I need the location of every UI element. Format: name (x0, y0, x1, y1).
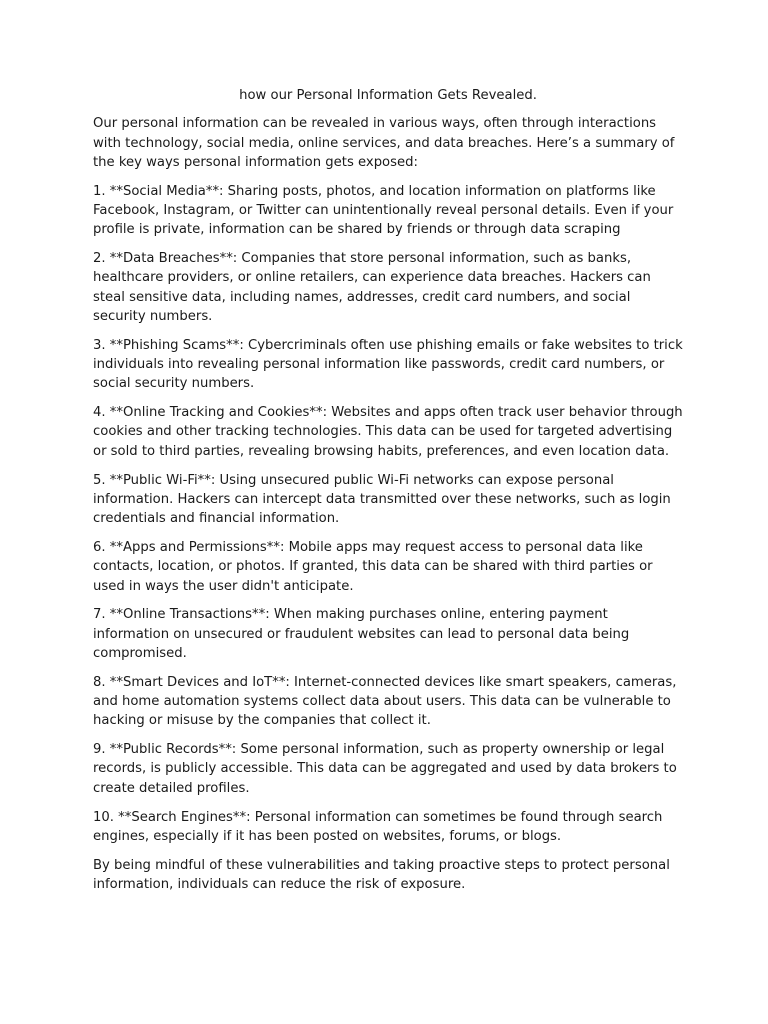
list-item-social-media: 1. **Social Media**: Sharing posts, photos, and location information on platforms like Facebook, Instagram, or Twitter can unintentionally reveal personal details. Even if your profile is private, information can be shared by friends or through data scraping (93, 183, 674, 238)
list-item-public-wifi: 5. **Public Wi-Fi**: Using unsecured public Wi-Fi networks can expose personal information. Hackers can intercept data transmitted over these networks, such as login credentials and financial information. (93, 472, 671, 527)
list-item-search-engines: 10. **Search Engines**: Personal information can sometimes be found through search engines, especially if it has been posted on websites, forums, or blogs. (93, 809, 663, 844)
list-item-phishing-scams: 3. **Phishing Scams**: Cybercriminals often use phishing emails or fake websites to trick individuals into revealing personal information like passwords, credit card numbers, or social security numbers. (93, 337, 683, 392)
list-item-smart-devices: 8. **Smart Devices and IoT**: Internet-connected devices like smart speakers, cameras, and home automation systems collect data about users. This data can be vulnerable to hacking or misuse by the companies that collect it. (93, 674, 677, 729)
list-item-apps-permissions: 6. **Apps and Permissions**: Mobile apps may request access to personal data like contacts, location, or photos. If granted, this data can be shared with third parties or used in ways the user didn't anticipate. (93, 539, 653, 594)
intro-paragraph: Our personal information can be revealed in various ways, often through interactions with technology, social media, online services, and data breaches. Here’s a summary of the key ways personal information gets exposed: (93, 116, 675, 170)
list-item-data-breaches: 2. **Data Breaches**: Companies that store personal information, such as banks, healthcare providers, or online retailers, can experience data breaches. Hackers can steal sensitive data, including names, addresses, credit card numbers, and social security numbers. (93, 251, 651, 324)
list-item-public-records: 9. **Public Records**: Some personal information, such as property ownership or legal records, is publicly accessible. This data can be aggregated and used by data brokers to create detailed profiles. (93, 742, 677, 796)
document-title: how our Personal Information Gets Revealed. (239, 88, 537, 103)
list-item-online-tracking: 4. **Online Tracking and Cookies**: Websites and apps often track user behavior through cookies and other tracking technologies. This data can be used for targeted advertising or sold to third parties, revealing browsing habits, preferences, and even location data. (93, 405, 683, 459)
document-body (93, 86, 683, 904)
list-item-online-transactions: 7. **Online Transactions**: When making purchases online, entering payment information on unsecured or fraudulent websites can lead to personal data being compromised. (93, 607, 630, 661)
conclusion-paragraph: By being mindful of these vulnerabilities and taking proactive steps to protect personal information, individuals can reduce the risk of exposure. (93, 857, 670, 892)
